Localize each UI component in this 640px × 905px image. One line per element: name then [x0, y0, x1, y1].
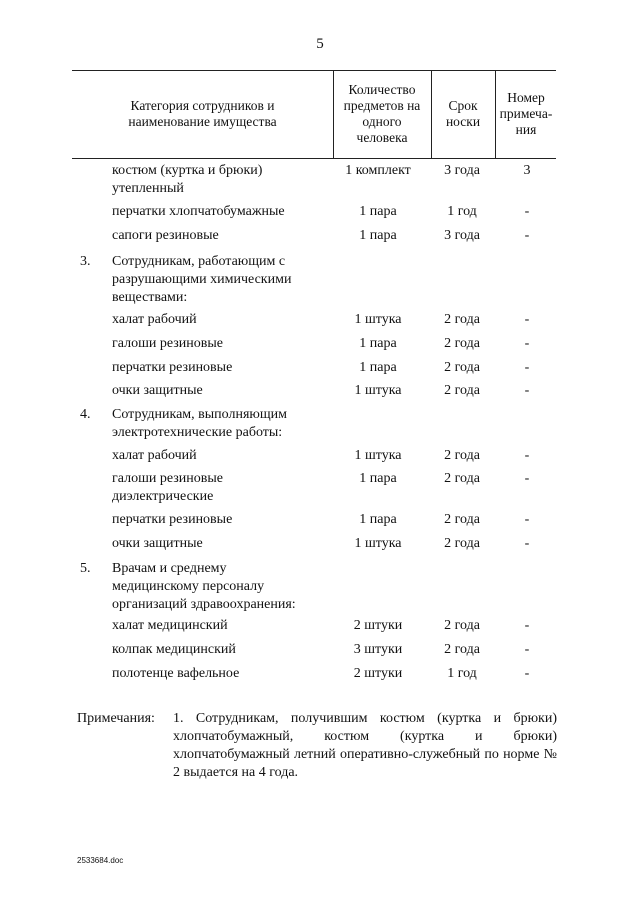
- row-note: -: [524, 383, 530, 398]
- row-name: перчатки хлопчатобумажные: [112, 204, 285, 219]
- row-name: халат рабочий: [112, 448, 197, 463]
- row-note: 3: [523, 163, 531, 178]
- row-note: -: [524, 471, 530, 486]
- row-note: -: [524, 512, 530, 527]
- row-term: 2 года: [444, 471, 480, 486]
- row-note: -: [524, 666, 530, 681]
- row-quantity: 1 пара: [359, 512, 397, 527]
- row-note: -: [524, 204, 530, 219]
- row-term: 2 года: [444, 642, 480, 657]
- row-number: 3.: [80, 254, 91, 269]
- row-quantity: 1 пара: [359, 336, 397, 351]
- row-name: халат медицинский: [112, 618, 228, 633]
- row-quantity: 1 штука: [354, 312, 402, 327]
- row-term: 2 года: [444, 448, 480, 463]
- header-category: Категория сотрудников и наименование имущества: [128, 98, 277, 129]
- row-name: полотенце вафельное: [112, 666, 240, 681]
- row-number: 5.: [80, 561, 91, 576]
- notes-label: Примечания:: [77, 711, 155, 726]
- row-name: очки защитные: [112, 383, 203, 398]
- header-note-number: Номер примеча- ния: [499, 90, 553, 137]
- footer-filename: 2533684.doc: [77, 856, 124, 865]
- row-quantity: 3 штуки: [353, 642, 403, 657]
- row-name: галоши резиновые диэлектрические: [112, 471, 223, 504]
- row-name: Врачам и среднему медицинскому персоналу организаций здравоохранения:: [112, 561, 296, 612]
- notes-text: 1. Сотрудникам, получившим костюм (куртка и брюки) хлопчатобумажный, костюм (куртка и брюки) хлопчатобумажный летний оперативно-служебный по норме № 2 выдается на 4 года.: [173, 711, 557, 780]
- row-note: -: [524, 536, 530, 551]
- row-quantity: 1 пара: [359, 204, 397, 219]
- row-quantity: 1 штука: [354, 448, 402, 463]
- header-term: Срок носки: [445, 98, 481, 129]
- row-term: 1 год: [447, 666, 477, 681]
- row-term: 2 года: [444, 536, 480, 551]
- row-name: галоши резиновые: [112, 336, 223, 351]
- row-quantity: 1 комплект: [345, 163, 411, 178]
- row-term: 2 года: [444, 512, 480, 527]
- row-note: -: [524, 618, 530, 633]
- row-number: 4.: [80, 407, 91, 422]
- header-bottom-rule: [72, 158, 556, 159]
- row-note: -: [524, 336, 530, 351]
- row-name: костюм (куртка и брюки) утепленный: [112, 163, 263, 196]
- row-quantity: 2 штуки: [353, 618, 403, 633]
- row-name: очки защитные: [112, 536, 203, 551]
- row-term: 2 года: [444, 336, 480, 351]
- row-term: 2 года: [444, 618, 480, 633]
- row-quantity: 1 пара: [359, 471, 397, 486]
- row-quantity: 1 пара: [359, 228, 397, 243]
- row-name: перчатки резиновые: [112, 512, 233, 527]
- header-quantity: Количество предметов на одного человека: [343, 82, 421, 145]
- row-quantity: 1 штука: [354, 536, 402, 551]
- row-note: -: [524, 360, 530, 375]
- row-term: 3 года: [444, 163, 480, 178]
- row-name: колпак медицинский: [112, 642, 236, 657]
- row-note: -: [524, 448, 530, 463]
- row-term: 2 года: [444, 312, 480, 327]
- row-term: 2 года: [444, 360, 480, 375]
- row-name: сапоги резиновые: [112, 228, 219, 243]
- row-quantity: 2 штуки: [353, 666, 403, 681]
- row-name: перчатки резиновые: [112, 360, 233, 375]
- row-note: -: [524, 642, 530, 657]
- row-name: Сотрудникам, выполняющим электротехнические работы:: [112, 407, 287, 440]
- page-number: 5: [316, 36, 324, 52]
- row-term: 2 года: [444, 383, 480, 398]
- row-name: Сотрудникам, работающим с разрушающими химическими веществами:: [112, 254, 292, 305]
- row-term: 3 года: [444, 228, 480, 243]
- row-note: -: [524, 312, 530, 327]
- row-note: -: [524, 228, 530, 243]
- row-term: 1 год: [447, 204, 477, 219]
- row-quantity: 1 штука: [354, 383, 402, 398]
- row-name: халат рабочий: [112, 312, 197, 327]
- row-quantity: 1 пара: [359, 360, 397, 375]
